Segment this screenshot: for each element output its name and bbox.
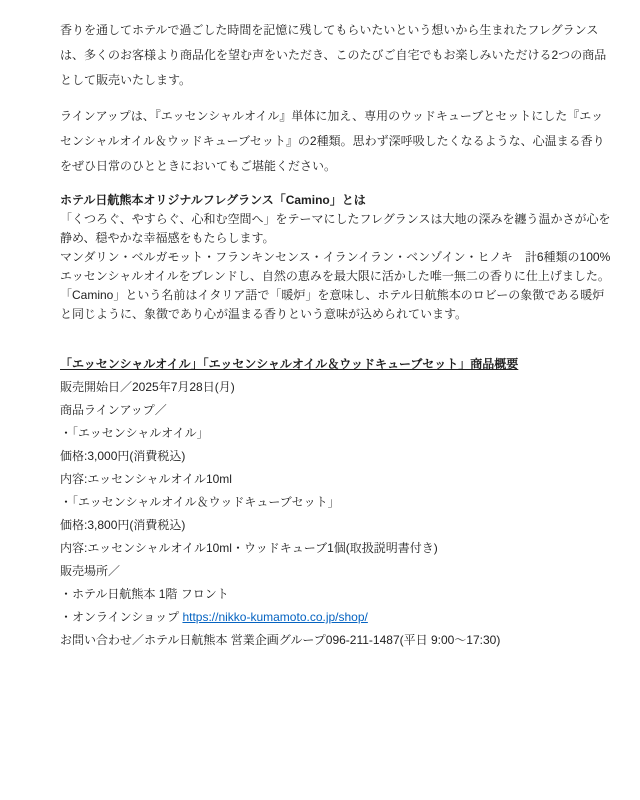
text-line: 香りを通してホテルで過ごした時間を記憶に残してもらいたいという想いから生まれたフレグランス [60,23,599,37]
text-line: 静め、穏やかな幸福感をもたらします。 [60,231,275,245]
text-line: マンダリン・ベルガモット・フランキンセンス・イランイラン・ベンゾイン・ヒノキ 計6種類の100% [60,250,611,264]
text-line: 「くつろぐ、やすらぐ、心和む空間へ」をテーマにしたフレグランスは大地の深みを纏う温かさが心を [60,212,611,226]
product-1-contents: 内容:エッセンシャルオイル10ml [60,472,232,486]
sales-location-front-desk: ・ホテル日航熊本 1階 フロント [60,587,229,601]
text-line: ラインアップは、『エッセンシャルオイル』単体に加え、専用のウッドキューブとセットにした『エッ [60,109,604,123]
text-line: として販売いたします。 [60,73,192,87]
about-section-heading: ホテル日航熊本オリジナルフレグランス「Camino」とは [60,193,366,207]
overview-section-heading: 「エッセンシャルオイル」「エッセンシャルオイル＆ウッドキューブセット」商品概要 [60,357,519,371]
text-line: をぜひ日常のひとときにおいてもご堪能ください。 [60,159,337,173]
product-2-name: ・「エッセンシャルオイル＆ウッドキューブセット」 [60,495,340,509]
product-1-name: ・「エッセンシャルオイル」 [60,426,209,440]
text-line: エッセンシャルオイルをブレンドし、自然の恵みを最大限に活かした唯一無二の香りに仕上げました。 [60,269,610,283]
online-shop-label: ・オンラインショップ [60,610,183,624]
product-1-price: 価格:3,000円(消費税込) [60,449,186,463]
product-2-price: 価格:3,800円(消費税込) [60,518,186,532]
product-2-contents: 内容:エッセンシャルオイル10ml・ウッドキューブ1個(取扱説明書付き) [60,541,438,555]
online-shop-link[interactable]: https://nikko-kumamoto.co.jp/shop/ [182,610,368,624]
sales-locations-label: 販売場所／ [60,564,121,578]
text-line: センシャルオイル＆ウッドキューブセット』の2種類。思わず深呼吸したくなるような、心温まる香り [60,134,605,148]
lineup-label: 商品ラインアップ／ [60,403,167,417]
intro-paragraph-1 [60,18,607,93]
contact-info: お問い合わせ／ホテル日航熊本 営業企画グループ096-211-1487(平日 9:00～17:30) [60,633,501,647]
release-date: 販売開始日／2025年7月28日(月) [60,380,235,394]
text-line: 「Camino」という名前はイタリア語で「暖炉」を意味し、ホテル日航熊本のロビーの象徴である暖炉 [60,288,605,302]
fragrance-about-section [60,191,611,324]
intro-paragraph-2 [60,104,605,179]
text-line: と同じように、象徴であり心が温まる香りという意味が込められています。 [60,307,468,321]
product-overview-section [60,353,584,652]
text-line: は、多くのお客様より商品化を望む声をいただき、このたびご自宅でもお楽しみいただける2つの商品 [60,48,607,62]
sales-location-online-shop [60,606,584,629]
